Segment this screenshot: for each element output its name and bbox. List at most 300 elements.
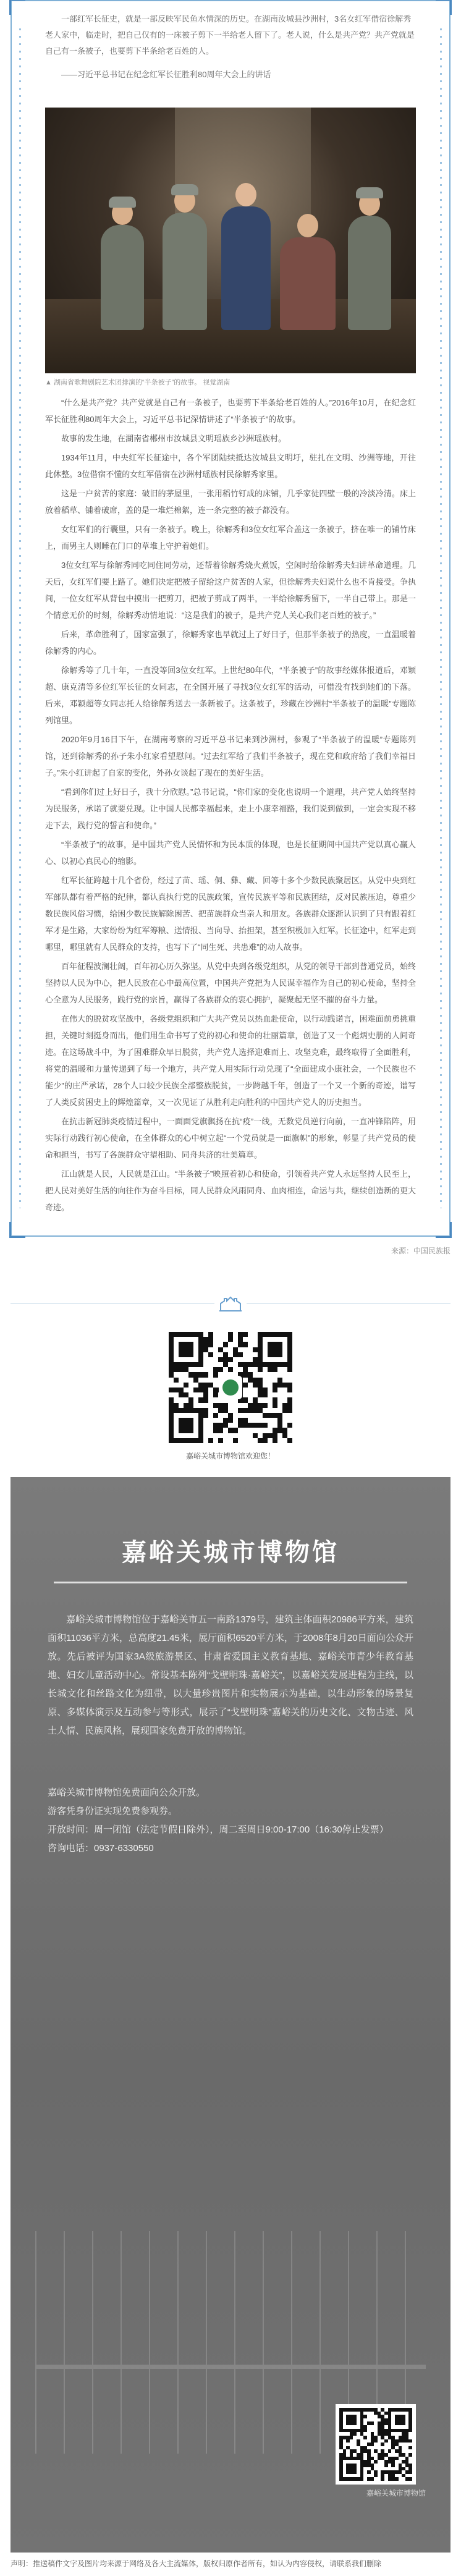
qr-module: [188, 1342, 193, 1347]
frame-corner: [436, 1222, 452, 1238]
qr-module: [248, 1357, 253, 1362]
qr-module: [179, 1347, 184, 1352]
qr-module: [273, 1418, 277, 1423]
qr-module: [238, 1433, 243, 1438]
qr-module: [208, 1408, 213, 1413]
qr-module: [238, 1418, 243, 1423]
qr-module: [208, 1428, 213, 1433]
qr-module: [208, 1438, 213, 1443]
qr-module: [213, 1392, 218, 1397]
qr-module: [179, 1413, 184, 1418]
qr-module: [277, 1342, 282, 1347]
qr-module: [268, 1423, 273, 1428]
qr-module: [188, 1423, 193, 1428]
watermark: 嘉峪关城市博物馆: [366, 2489, 426, 2498]
qr-module: [208, 1342, 213, 1347]
qr-module: [263, 1403, 268, 1408]
qr-module: [193, 1378, 198, 1383]
qr-module: [179, 1423, 184, 1428]
qr-module: [223, 1357, 228, 1362]
qr-module: [253, 1332, 258, 1337]
qr-module: [238, 1438, 243, 1443]
qr-module: [188, 1413, 193, 1418]
qr-module: [198, 1438, 203, 1443]
qr-module: [248, 1372, 253, 1377]
qr-module: [253, 1438, 258, 1443]
qr-module: [174, 1357, 179, 1362]
qr-module: [273, 1372, 277, 1377]
article-paragraph: 1934年11月，中央红军长征途中，各个军团陆续抵达汝城县文明圩，驻扎在文明、沙洲等地，开往此休整。3位借宿不懂的女红军借宿在沙洲村瑶族村民徐解秀家里。: [45, 453, 416, 479]
qr-module: [243, 1428, 248, 1433]
qr-module: [218, 1428, 223, 1433]
qr-module: [174, 1367, 179, 1372]
performer-figure: [221, 206, 271, 330]
article-paragraph: 女红军们的行囊里，只有一条被子。晚上，徐解秀和3位女红军合盖这一条被子，挤在唯一的铺竹床上，而男主人则睡在门口的草堆上守护着她们。: [45, 525, 416, 551]
qr-module: [263, 1378, 268, 1383]
qr-module: [169, 1357, 174, 1362]
qr-module: [213, 1428, 218, 1433]
qr-module: [223, 1362, 228, 1367]
qr-module: [253, 1423, 258, 1428]
qr-module: [198, 1372, 203, 1377]
qr-module: [198, 1392, 203, 1397]
qr-module: [218, 1438, 223, 1443]
qr-module: [193, 1397, 198, 1402]
qr-module: [198, 1408, 203, 1413]
qr-module: [223, 1423, 228, 1428]
article-paragraph: 百年征程波澜壮阔，百年初心历久弥坚。从党中央到各级党组织，从党的领导干部到普通党员，始终坚持以人民为中心，把人民放在心中最高位置，中国共产党把为人民谋幸福作为自己的初心使命，坚持全心全意为人民服务，践行党的宗旨，赢得了各族群众的衷心拥护，凝聚起无坚不摧的奋斗力量。: [45, 962, 416, 1004]
qr-module: [282, 1332, 287, 1337]
qr-module: [273, 1433, 277, 1438]
qr-module: [193, 1438, 198, 1443]
qr-module: [174, 1347, 179, 1352]
qr-module: [238, 1413, 243, 1418]
qr-module: [203, 1347, 208, 1352]
qr-module: [223, 1413, 228, 1418]
qr-module: [193, 1347, 198, 1352]
museum-title: 嘉峪关城市博物馆: [122, 1539, 339, 1566]
qr-module: [179, 1438, 184, 1443]
qr-module: [238, 1423, 243, 1428]
qr-module: [273, 1408, 277, 1413]
qr-module: [203, 1408, 208, 1413]
qr-module: [174, 1423, 179, 1428]
qr-module: [248, 1433, 253, 1438]
article-paragraph: 2020年9月16日下午，在湖南考察的习近平总书记来到沙洲村，参观了“半条被子的温暖”专题陈列馆，还到徐解秀的孙子朱小红家看望慰问。“过去红军给了我们半条被子，现在党和政府给了我们幸福日子。”朱小红讲起了自家的变化，外孙女谈起了现在的美好生活。: [45, 735, 416, 777]
qr-module: [223, 1367, 228, 1372]
qr-module: [198, 1383, 203, 1388]
qr-caption: 嘉峪关城市博物馆欢迎您！: [185, 1452, 275, 1460]
qr-module: [198, 1367, 203, 1372]
qr-module: [193, 1342, 198, 1347]
qr-module: [233, 1413, 238, 1418]
qr-module: [179, 1433, 184, 1438]
qr-module: [263, 1372, 268, 1377]
qr-module: [233, 1428, 238, 1433]
qr-module: [238, 1403, 243, 1408]
qr-module: [179, 1383, 184, 1388]
qr-module: [188, 1433, 193, 1438]
article-paragraph: 在伟大的脱贫攻坚战中，各级党组织和广大共产党员以热血赴使命，以行动践诺言，困难面前勇挑重担，关键时刻挺身而出，他们用生命书写了党的初心和使命的壮丽篇章，创造了又一个彪炳史册的人间奇迹。在这场战斗中，为了困难群众早日脱贫，共产党人选择迎难而上、攻坚克难，最终取得了全面胜利，将党的温暖和力量传递到了每一个地方，共产党人用实际行动兑现了“全面建成小康社会，一个民族也不能少”的庄严承诺，28个人口较少民族全部整族脱贫，一步跨越千年，创造了一个又一个新的奇迹，谱写了人类反贫困史上的辉煌篇章，又一次见证了从胜利走向胜利的中国共产党人的历史担当。: [45, 1014, 416, 1107]
qr-module: [203, 1423, 208, 1428]
qr-module: [184, 1367, 188, 1372]
qr-module: [188, 1408, 193, 1413]
qr-module: [273, 1403, 277, 1408]
qr-module: [184, 1423, 188, 1428]
qr-module: [263, 1347, 268, 1352]
qr-module: [184, 1337, 188, 1342]
qr-module: [213, 1418, 218, 1423]
qr-module: [228, 1423, 233, 1428]
qr-module: [273, 1367, 277, 1372]
qr-module: [179, 1408, 184, 1413]
qr-module: [223, 1438, 228, 1443]
qr-module: [203, 1342, 208, 1347]
qr-module: [277, 1337, 282, 1342]
qr-module: [179, 1378, 184, 1383]
qr-module: [174, 1337, 179, 1342]
qr-module: [253, 1378, 258, 1383]
qr-module: [223, 1428, 228, 1433]
qr-module: [268, 1383, 273, 1388]
qr-module: [253, 1433, 258, 1438]
qr-module: [188, 1337, 193, 1342]
qr-module: [169, 1352, 174, 1357]
source-credit: 来源：中国民族报: [391, 1247, 450, 1255]
qr-module: [188, 1332, 193, 1337]
qr-module: [282, 1428, 287, 1433]
qr-module: [218, 1352, 223, 1357]
qr-module: [268, 1372, 273, 1377]
qr-module: [263, 1332, 268, 1337]
article-paragraph: “什么是共产党？共产党就是自己有一条被子，也要剪下半条给老百姓的人。”2016年10月，在纪念红军长征胜利80周年大会上，习近平总书记深情讲述了“半条被子”的故事。: [45, 398, 416, 424]
qr-module: [179, 1372, 184, 1377]
qr-module: [243, 1388, 248, 1392]
qr-module: [268, 1337, 273, 1342]
qr-module: [263, 1367, 268, 1372]
qr-module: [287, 1352, 292, 1357]
qr-module: [193, 1383, 198, 1388]
qr-module: [193, 1388, 198, 1392]
performer-figure: [101, 225, 144, 330]
qr-module: [248, 1408, 253, 1413]
qr-module: [169, 1378, 174, 1383]
qr-module: [223, 1408, 228, 1413]
qr-module: [184, 1332, 188, 1337]
qr-module: [208, 1367, 213, 1372]
lead-quote-source: ——习近平总书记在纪念红军长征胜利80周年大会上的讲话: [61, 70, 271, 79]
qr-center-logo-icon: [219, 1376, 242, 1399]
qr-module: [233, 1408, 238, 1413]
qr-module: [287, 1413, 292, 1418]
qr-module: [277, 1357, 282, 1362]
performer-figure: [348, 216, 391, 330]
qr-module: [268, 1413, 273, 1418]
qr-module: [263, 1342, 268, 1347]
qr-module: [277, 1438, 282, 1443]
qr-module: [198, 1342, 203, 1347]
qr-module: [273, 1378, 277, 1383]
qr-module: [268, 1388, 273, 1392]
stage-photo[interactable]: [45, 108, 416, 373]
qr-module: [184, 1438, 188, 1443]
qr-module: [213, 1362, 218, 1367]
qr-module: [193, 1362, 198, 1367]
qr-module: [179, 1352, 184, 1357]
article-paragraph: 这是一户贫苦的家庭：破旧的茅屋里，一张用稻竹钉成的床铺，几乎家徒四壁一般的冷淡冷清。床上放着稻草、铺着破席，盖的是一堆烂棉絮，连一条完整的被子都没有。: [45, 489, 416, 515]
qr-module: [184, 1413, 188, 1418]
qr-module: [253, 1428, 258, 1433]
qr-module: [238, 1408, 243, 1413]
qr-module: [282, 1392, 287, 1397]
qr-module: [184, 1433, 188, 1438]
museum-logo-icon: [214, 1292, 247, 1316]
qr-module: [287, 1438, 292, 1443]
qr-module: [179, 1403, 184, 1408]
museum-qr-code[interactable]: [336, 2404, 416, 2485]
wechat-qr-code[interactable]: [169, 1332, 292, 1443]
qr-module: [248, 1378, 253, 1383]
qr-module: [208, 1347, 213, 1352]
qr-module: [208, 1403, 213, 1408]
qr-module: [243, 1408, 248, 1413]
qr-module: [174, 1438, 179, 1443]
qr-module: [238, 1362, 243, 1367]
qr-module: [193, 1352, 198, 1357]
qr-module: [193, 1332, 198, 1337]
qr-module: [233, 1357, 238, 1362]
qr-module: [198, 1423, 203, 1428]
qr-module: [198, 1352, 203, 1357]
qr-module: [282, 1433, 287, 1438]
qr-module: [179, 1332, 184, 1337]
qr-module: [193, 1428, 198, 1433]
qr-module: [238, 1357, 243, 1362]
qr-module: [287, 1383, 292, 1388]
qr-module: [253, 1392, 258, 1397]
qr-module: [184, 1388, 188, 1392]
qr-module: [193, 1413, 198, 1418]
qr-module: [203, 1388, 208, 1392]
qr-module: [248, 1438, 253, 1443]
qr-module: [233, 1418, 238, 1423]
qr-module: [273, 1357, 277, 1362]
qr-module: [273, 1428, 277, 1433]
qr-module: [218, 1362, 223, 1367]
qr-module: [263, 1337, 268, 1342]
qr-module: [228, 1428, 233, 1433]
qr-module: [248, 1413, 253, 1418]
qr-module: [238, 1352, 243, 1357]
qr-module: [203, 1372, 208, 1377]
qr-module: [228, 1362, 233, 1367]
qr-module: [258, 1413, 263, 1418]
qr-module: [253, 1342, 258, 1347]
qr-module: [193, 1357, 198, 1362]
article-paragraph: “半条被子”的故事，是中国共产党人民情怀和为民本质的体现，也是长征期间中国共产党以真心赢人心、以初心真民心的缩影。: [45, 840, 416, 866]
title-divider: [54, 1582, 407, 1583]
qr-module: [213, 1438, 218, 1443]
qr-module: [287, 1428, 292, 1433]
qr-module: [169, 1433, 174, 1438]
qr-module: [218, 1332, 223, 1337]
qr-module: [282, 1347, 287, 1352]
qr-module: [277, 1428, 282, 1433]
qr-module: [258, 1332, 263, 1337]
qr-module: [174, 1388, 179, 1392]
qr-module: [223, 1352, 228, 1357]
qr-module: [213, 1372, 218, 1377]
qr-module: [174, 1397, 179, 1402]
qr-module: [208, 1388, 213, 1392]
qr-module: [188, 1403, 193, 1408]
qr-module: [268, 1347, 273, 1352]
qr-module: [277, 1418, 282, 1423]
museum-info-card: [11, 1477, 450, 2553]
qr-module: [253, 1362, 258, 1367]
qr-module: [408, 2477, 412, 2481]
qr-module: [218, 1337, 223, 1342]
article-paragraph: 故事的发生地，在湖南省郴州市汝城县文明瑶族乡沙洲瑶族村。: [61, 434, 287, 443]
qr-module: [213, 1408, 218, 1413]
qr-module: [248, 1418, 253, 1423]
qr-module: [233, 1332, 238, 1337]
qr-module: [228, 1337, 233, 1342]
qr-module: [248, 1352, 253, 1357]
qr-module: [193, 1403, 198, 1408]
qr-module: [258, 1433, 263, 1438]
qr-module: [188, 1428, 193, 1433]
qr-module: [184, 1403, 188, 1408]
article-paragraph: 红军长征跨越十几个省份，经过了苗、瑶、侗、彝、藏、回等十多个少数民族聚居区。从党中央到红军部队都有着严格的纪律，都认真执行党的民族政策，宣传民族平等和民族团结，反对民族压迫，尊重少数民族风俗习惯，给困少数民族解除困苦、把苗族群众当亲人和朋友。各族群众逐渐认识到了只有跟着红军才是生路，大家纷纷为红军筹粮、送情报、当向导、抬担架，甚至积极加入红军。长征途中，红军走到哪里，哪里就有人民群众的支持，也写下了“同生死、共患难”的动人故事。: [45, 876, 416, 952]
qr-module: [174, 1428, 179, 1433]
qr-module: [277, 1383, 282, 1388]
qr-module: [258, 1403, 263, 1408]
qr-module: [248, 1403, 253, 1408]
qr-module: [203, 1392, 208, 1397]
qr-module: [174, 1433, 179, 1438]
qr-module: [282, 1367, 287, 1372]
qr-module: [228, 1367, 233, 1372]
qr-module: [287, 1337, 292, 1342]
qr-module: [169, 1408, 174, 1413]
qr-module: [203, 1332, 208, 1337]
qr-module: [179, 1418, 184, 1423]
qr-module: [277, 1378, 282, 1383]
qr-module: [243, 1392, 248, 1397]
photo-caption: ▲ 湖南省歌舞剧院艺术团排演的“半条被子”的故事。 视觉湖南: [45, 379, 230, 386]
qr-module: [228, 1433, 233, 1438]
qr-module: [213, 1403, 218, 1408]
qr-module: [179, 1428, 184, 1433]
qr-module: [263, 1438, 268, 1443]
museum-visit-info: [48, 1784, 413, 1858]
qr-module: [238, 1428, 243, 1433]
qr-module: [198, 1397, 203, 1402]
qr-module: [273, 1438, 277, 1443]
qr-module: [258, 1428, 263, 1433]
qr-module: [243, 1438, 248, 1443]
qr-module: [213, 1367, 218, 1372]
qr-module: [203, 1357, 208, 1362]
qr-module: [198, 1332, 203, 1337]
qr-module: [233, 1433, 238, 1438]
qr-module: [198, 1428, 203, 1433]
qr-module: [248, 1362, 253, 1367]
qr-module: [193, 1367, 198, 1372]
qr-module: [277, 1332, 282, 1337]
qr-module: [208, 1357, 213, 1362]
qr-module: [287, 1397, 292, 1402]
qr-module: [193, 1433, 198, 1438]
qr-module: [248, 1397, 253, 1402]
qr-module: [268, 1352, 273, 1357]
qr-module: [174, 1362, 179, 1367]
qr-module: [188, 1392, 193, 1397]
qr-module: [268, 1408, 273, 1413]
qr-module: [258, 1337, 263, 1342]
info-line: 嘉峪关城市博物馆免费面向公众开放。: [48, 1787, 206, 1798]
qr-module: [233, 1347, 238, 1352]
qr-module: [188, 1378, 193, 1383]
qr-module: [277, 1388, 282, 1392]
qr-module: [228, 1342, 233, 1347]
qr-module: [273, 1337, 277, 1342]
qr-module: [258, 1392, 263, 1397]
qr-module: [188, 1367, 193, 1372]
qr-module: [169, 1383, 174, 1388]
qr-module: [233, 1423, 238, 1428]
qr-module: [277, 1408, 282, 1413]
qr-module: [169, 1372, 174, 1377]
qr-module: [184, 1408, 188, 1413]
qr-module: [238, 1367, 243, 1372]
qr-module: [188, 1388, 193, 1392]
qr-module: [203, 1428, 208, 1433]
qr-module: [174, 1332, 179, 1337]
qr-module: [263, 1408, 268, 1413]
qr-module: [208, 1418, 213, 1423]
qr-module: [258, 1423, 263, 1428]
qr-module: [238, 1342, 243, 1347]
qr-module: [223, 1337, 228, 1342]
qr-module: [218, 1403, 223, 1408]
qr-module: [198, 1347, 203, 1352]
qr-module: [243, 1342, 248, 1347]
qr-module: [277, 1352, 282, 1357]
qr-module: [248, 1383, 253, 1388]
qr-module: [282, 1413, 287, 1418]
qr-module: [203, 1378, 208, 1383]
qr-module: [208, 1378, 213, 1383]
qr-module: [184, 1418, 188, 1423]
qr-module: [203, 1418, 208, 1423]
qr-module: [198, 1433, 203, 1438]
qr-module: [228, 1332, 233, 1337]
qr-module: [203, 1397, 208, 1402]
qr-module: [253, 1403, 258, 1408]
qr-module: [203, 1438, 208, 1443]
qr-module: [228, 1418, 233, 1423]
qr-module: [243, 1362, 248, 1367]
info-line: 咨询电话：0937-6330550: [48, 1843, 154, 1854]
qr-module: [258, 1347, 263, 1352]
qr-module: [179, 1397, 184, 1402]
qr-module: [179, 1362, 184, 1367]
qr-module: [169, 1428, 174, 1433]
qr-module: [287, 1367, 292, 1372]
qr-module: [213, 1337, 218, 1342]
